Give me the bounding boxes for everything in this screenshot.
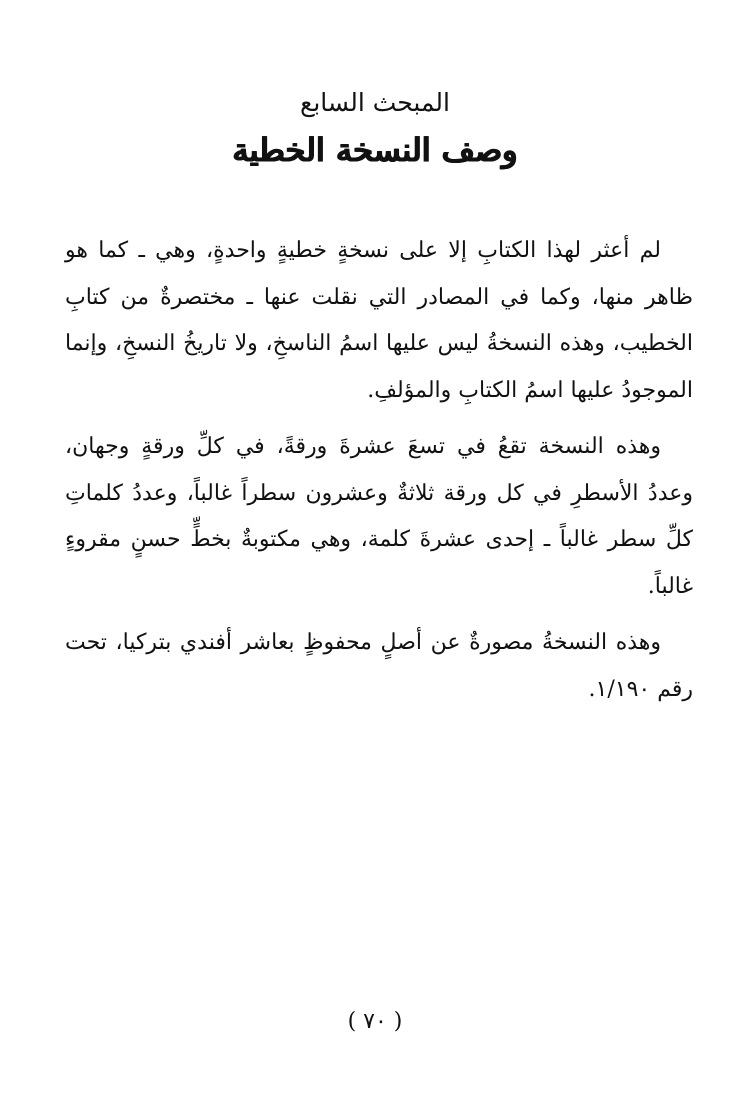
- section-label: المبحث السابع: [300, 88, 450, 117]
- paragraph-1: لم أعثر لهذا الكتابِ إلا على نسخةٍ خطيةٍ واحدةٍ، وهي ـ كما هو ظاهر منها، وكما في المصادر التي نقلت عنها ـ مختصرةٌ من كتابِ الخطيب، وهذه النسخةُ ليس عليها اسمُ الناسخِ، ولا تاريخُ النسخِ، وإنما الموجودُ عليها اسمُ الكتابِ والمؤلفِ.: [65, 238, 693, 403]
- body-text: [65, 228, 693, 723]
- paragraph-3: وهذه النسخةُ مصورةٌ عن أصلٍ محفوظٍ بعاشر أفندي بتركيا، تحت رقم ١/١٩٠.: [65, 630, 693, 702]
- page-number: ( ٧٠ ): [347, 1009, 403, 1034]
- paragraph-2: وهذه النسخة تقعُ في تسعَ عشرةَ ورقةً، في كلِّ ورقةٍ وجهان، وعددُ الأسطرِ في كل ورقة ثلاثةٌ وعشرون سطراً غالباً، وعددُ كلماتِ كلِّ سطر غالباً ـ إحدى عشرةَ كلمة، وهي مكتوبةٌ بخطٍّ حسنٍ مقروءٍ غالباً.: [65, 434, 693, 599]
- section-title: وصف النسخة الخطية: [232, 131, 518, 169]
